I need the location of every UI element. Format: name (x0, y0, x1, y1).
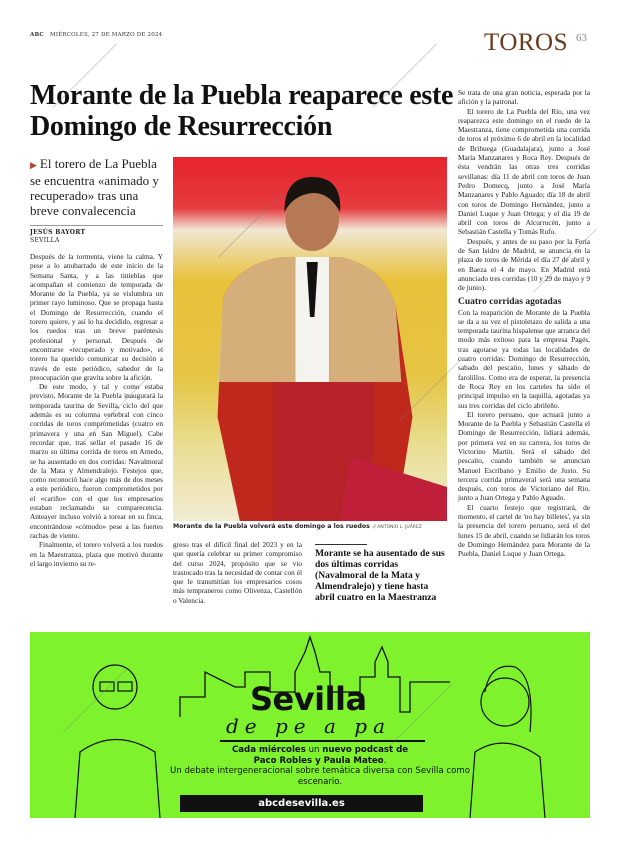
location: SEVILLA (30, 237, 60, 244)
ad-underline (220, 740, 425, 742)
ad-description: Cada miércoles un nuevo podcast de Paco Robles y Paula Mateo. Un debate intergeneracional sobre temática diversa con Sevilla como escenario. (170, 745, 470, 787)
paragraph: El torero de La Puebla del Río, una vez reaparezca este domingo en el ruedo de la Maestranza, tiene comprometida una corrida de toros el próximo 6 de abril en la localidad de Brihuega (Guadalajara), junto a José María Manzanares y Roca Rey. Después de ésta vendrán las otras tres corridas sevillanas: día 11 de abril con toros de Juan Pedro Domecq, junto a José María Manzanares y Pablo Aguado; día 18 de abril con toros de Domingo Hernández, junto a Daniel Luque y Juan Ortega; y el día 19 de abril con toros de Alcurrucén, junto a Sebastián Castella y Tomás Rufo. (458, 106, 590, 237)
photo-bullfighter (173, 157, 447, 521)
ad-text-bold: nuevo podcast de (322, 745, 409, 755)
photo-caption (173, 523, 449, 530)
section-title: TOROS (484, 29, 569, 56)
divider (30, 225, 163, 226)
page-header (30, 32, 162, 38)
ad-script-subtitle: de pe a pa (226, 714, 391, 738)
podcast-advertisement[interactable] (30, 632, 590, 818)
caption-text: Morante de la Puebla volverá este domingo a los ruedos (173, 523, 370, 530)
ad-text: un (305, 745, 323, 755)
paragraph: El torero peruano, que actuará junto a Morante de la Puebla y Sebastián Castella el Domingo de Resurrección, lidiará además, por primera vez en su carrera, los toros de Victorino Martín. Será el sábado del pescaíto, cuando también se anuncian Manuel Escribano y Emilio de Justo. Su tercera corrida primaveral será una semana después, con toros de Victoriano del Río, junto a Juan Ortega y Pablo Aguado. (458, 409, 590, 503)
body-column-right (458, 88, 590, 559)
ad-title: Sevilla (250, 680, 367, 718)
body-column-left (30, 252, 163, 568)
subhead (30, 156, 168, 218)
brand: ABC (30, 32, 44, 38)
ad-url-link[interactable]: abcdesevilla.es (180, 795, 423, 812)
triangle-bullet-icon: ▶ (30, 160, 37, 170)
ad-hosts: Paco Robles y Paula Mateo (253, 755, 384, 766)
headline: Morante de la Puebla reaparece este Domingo de Resurrección (30, 80, 454, 142)
byline (30, 229, 85, 245)
photo-credit: // ANTONIO L. JUÁREZ (372, 525, 422, 530)
paragraph: Después de la tormenta, viene la calma. Y pese a lo anubarrado de este inicio de la Semana Santa, y a las tinieblas que acompañan el comienzo de temporada de Morante de la Puebla, ya se vislumbra un primer rayo luminoso. Que se propaga hasta el Domingo de Resurrección, cuando el torero quiere, y así lo ha decidido, regresar a los ruedos tras un breve paréntesis profesional y personal. Después de encontrarse «recuperado y motivado», el torero ha querido comunicar su decisión a través de este periódico, sabedor de la preocupación que gravita sobre la afición. (30, 252, 163, 382)
paragraph: De este modo, y tal y como estaba previsto, Morante de la Puebla inaugurará la temporada taurina de Sevilla, ciclo del que además es su columna vertebral con cinco corridas de toros comprometidas (cuatro en primavera y una en San Miguel). Cabe recordar que, tras sellar el pasado 16 de marzo su última corrida de toros en Arnedo, se ha ausentado en dos corridas: Navalmoral de la Mata y Almendralejo. Festejos que, como reconoció hace algo más de dos meses a este periódico, fueron comprometidos por el «cariño» con el que los empresarios estaban reclamando su comparecencia. Anteayer incluso volvió a torear en su finca, encontrándose «cómodo» pese a las fuertes rachas de viento. (30, 382, 163, 540)
pull-quote-rule (315, 544, 367, 545)
author: JESÚS BAYORT (30, 229, 86, 236)
ad-text-bold: Cada miércoles (231, 745, 306, 755)
paragraph: greso tras el difícil final del 2023 y en la que quería celebrar su primer compromiso del curso 2024, propósito que se vio trastocado tras la necesidad de contar con él que le transmitían los empresarios cosos más tempraneros como Olivenza, Castellón o Valencia. (173, 540, 302, 605)
body-column-middle (173, 540, 302, 605)
paragraph: El cuarto festejo que registrará, de momento, el cartel de 'no hay billetes', ya sin la presencia del torero peruano, será el del lunes 15 de abril, cuando se lidiarán los toros de Domingo Hernández para Morante de la Puebla, Daniel Luque y Juan Ortega. (458, 502, 590, 559)
paragraph: Finalmente, el torero volverá a los ruedos en la Maestranza, plaza que motivó durante el largo invierno su re- (30, 540, 163, 568)
pull-quote: Morante se ha ausentado de sus dos últimas corridas (Navalmoral de la Mata y Almendralejo) y tiene hasta abril cuatro en la Maestranza (315, 548, 445, 603)
paragraph: Después, y antes de su paso por la Feria de San Isidro de Madrid, se anuncia en la plaza de toros de Mérida el día 27 de abril y en Baeza el 4 de mayo. En Madrid está anunciado tres corridas (10 y 29 de mayo y 9 de junio). (458, 236, 590, 293)
subhead-text: El torero de La Puebla se encuentra «animado y recuperado» tras una breve convalecencia (30, 156, 159, 218)
ad-tagline: Un debate intergeneracional sobre temática diversa con Sevilla como escenario. (170, 766, 470, 787)
paragraph: Se trata de una gran noticia, esperada por la afición y la patronal. (458, 88, 590, 107)
page-number: 63 (576, 32, 587, 44)
subheading: Cuatro corridas agotadas (458, 296, 562, 307)
date: MIÉRCOLES, 27 DE MARZO DE 2024 (50, 32, 163, 38)
paragraph: Con la reaparición de Morante de la Puebla se da a su vez el pistoletazo de salida a una temporada taurina hispalense que arranca del modo más exitoso para la empresa Pagés, tras agotarse ya todas las localidades de cuatro corridas: Domingo de Resurrección, sabado del pescaíto, lunes y sábado de farolillos. Como era de esperar, la presencia de Roca Rey en los carteles ha sido el principal impulso en la taquilla, agotadas ya sus tres corridas del ciclo abrileño. (458, 307, 590, 410)
